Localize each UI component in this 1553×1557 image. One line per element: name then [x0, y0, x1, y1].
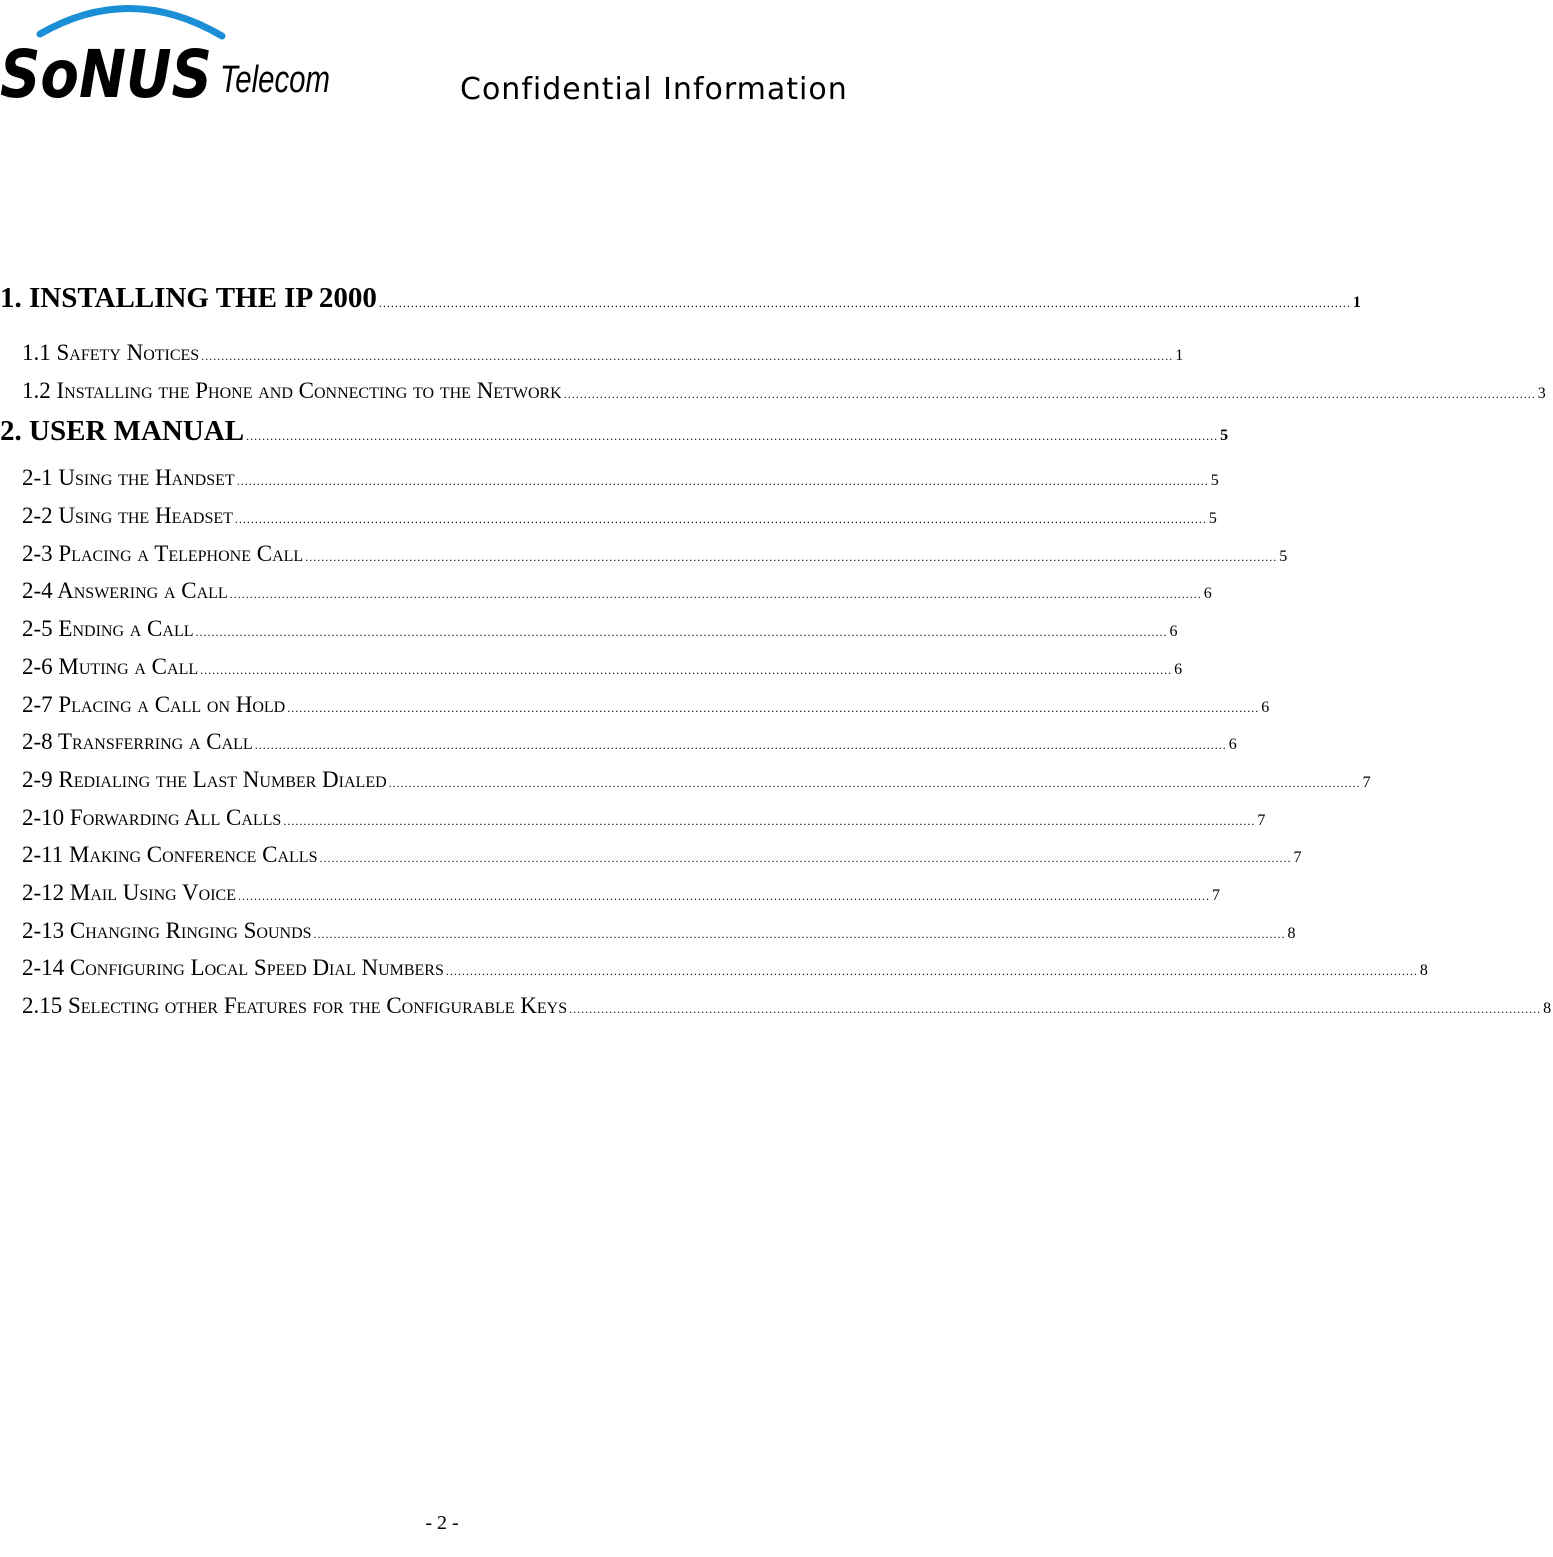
dot-leader	[237, 474, 1209, 489]
dot-leader	[305, 550, 1277, 565]
toc-entry-page: 7	[1257, 811, 1266, 829]
logo-brand: SoNUS	[0, 36, 212, 113]
toc-entry[interactable]	[0, 879, 1220, 918]
dot-leader	[314, 927, 1286, 942]
toc-entry-title: 2-6 Muting a Call	[22, 653, 199, 679]
toc-entry-page: 7	[1362, 773, 1371, 791]
dot-leader	[246, 429, 1218, 444]
toc-entry-title: 2. USER MANUAL	[0, 415, 245, 448]
toc-entry-page: 3	[1537, 384, 1546, 402]
company-logo	[0, 0, 340, 113]
toc-entry[interactable]	[0, 340, 1184, 378]
toc-entry-title: 1.1 Safety Notices	[22, 340, 200, 365]
toc-entry-page: 8	[1543, 1000, 1552, 1017]
logo-suffix: Telecom	[220, 59, 330, 101]
toc-entry-title: 2-14 Configuring Local Speed Dial Numbers	[22, 955, 444, 981]
toc-entry-title: 1.2 Installing the Phone and Connecting to the Network	[22, 377, 562, 403]
toc-entry[interactable]	[0, 955, 1428, 993]
dot-leader	[287, 701, 1259, 716]
toc-entry-title: 1. INSTALLING THE IP 2000	[0, 282, 377, 314]
toc-entry[interactable]	[0, 842, 1302, 880]
toc-entry[interactable]	[0, 993, 1552, 1031]
toc-entry-title: 2-5 Ending a Call	[22, 616, 194, 642]
dot-leader	[564, 387, 1536, 402]
toc-entry-title: 2-12 Mail Using Voice	[22, 879, 236, 905]
toc-entry-page: 5	[1208, 510, 1217, 528]
toc-entry-title: 2-10 Forwarding All Calls	[22, 804, 282, 830]
logo-arc	[40, 8, 222, 36]
dot-leader	[283, 814, 1255, 829]
dot-leader	[238, 889, 1210, 904]
toc-entry-page: 1	[1352, 294, 1361, 311]
toc-entry[interactable]	[0, 503, 1217, 541]
toc-entry[interactable]	[0, 691, 1270, 730]
toc-entry-page: 6	[1261, 698, 1270, 716]
dot-leader	[230, 587, 1202, 602]
toc-entry-page: 7	[1293, 849, 1302, 867]
toc-entry[interactable]	[0, 415, 1229, 465]
dot-leader	[389, 776, 1361, 791]
dot-leader	[255, 738, 1227, 753]
toc-entry[interactable]	[0, 653, 1183, 692]
toc-entry-page: 6	[1228, 736, 1237, 754]
toc-entry-title: 2.15 Selecting other Features for the Configurable Keys	[22, 993, 568, 1018]
table-of-contents	[0, 282, 1552, 1031]
toc-entry[interactable]	[0, 729, 1237, 767]
toc-entry-page: 6	[1174, 660, 1183, 678]
dot-leader	[201, 349, 1173, 364]
dot-leader	[235, 512, 1207, 527]
toc-entry-title: 2-4 Answering a Call	[22, 578, 228, 604]
dot-leader	[569, 1002, 1541, 1017]
toc-entry[interactable]	[0, 377, 1546, 416]
toc-entry-page: 6	[1203, 585, 1212, 603]
dot-leader	[379, 296, 1351, 311]
toc-entry-title: 2-11 Making Conference Calls	[22, 842, 318, 868]
toc-entry-title: 2-7 Placing a Call on Hold	[22, 691, 286, 717]
toc-entry[interactable]	[0, 540, 1288, 579]
toc-entry[interactable]	[0, 578, 1212, 616]
toc-entry[interactable]	[0, 616, 1178, 654]
dot-leader	[200, 663, 1172, 678]
toc-entry[interactable]	[0, 917, 1296, 956]
toc-entry[interactable]	[0, 804, 1266, 843]
toc-entry-page: 5	[1220, 427, 1229, 445]
toc-entry-page: 6	[1169, 623, 1178, 641]
toc-entry-title: 2-1 Using the Handset	[22, 465, 235, 491]
toc-entry-page: 8	[1287, 924, 1296, 942]
toc-entry-page: 8	[1419, 962, 1428, 980]
toc-entry-title: 2-13 Changing Ringing Sounds	[22, 917, 312, 943]
toc-entry[interactable]	[0, 282, 1361, 340]
toc-entry-title: 2-3 Placing a Telephone Call	[22, 540, 304, 566]
toc-entry-title: 2-8 Transferring a Call	[22, 729, 253, 755]
toc-entry[interactable]	[0, 465, 1219, 503]
toc-entry-page: 5	[1279, 547, 1288, 565]
dot-leader	[196, 625, 1168, 640]
confidential-label: Confidential Information	[460, 72, 848, 107]
toc-entry-page: 5	[1210, 472, 1219, 490]
dot-leader	[446, 964, 1418, 979]
toc-entry-title: 2-9 Redialing the Last Number Dialed	[22, 766, 387, 792]
toc-entry-page: 1	[1175, 347, 1184, 364]
dot-leader	[319, 851, 1291, 866]
toc-entry[interactable]	[0, 766, 1371, 805]
page-number: - 2 -	[425, 1512, 459, 1534]
toc-entry-page: 7	[1211, 886, 1220, 904]
toc-entry-title: 2-2 Using the Headset	[22, 503, 233, 529]
